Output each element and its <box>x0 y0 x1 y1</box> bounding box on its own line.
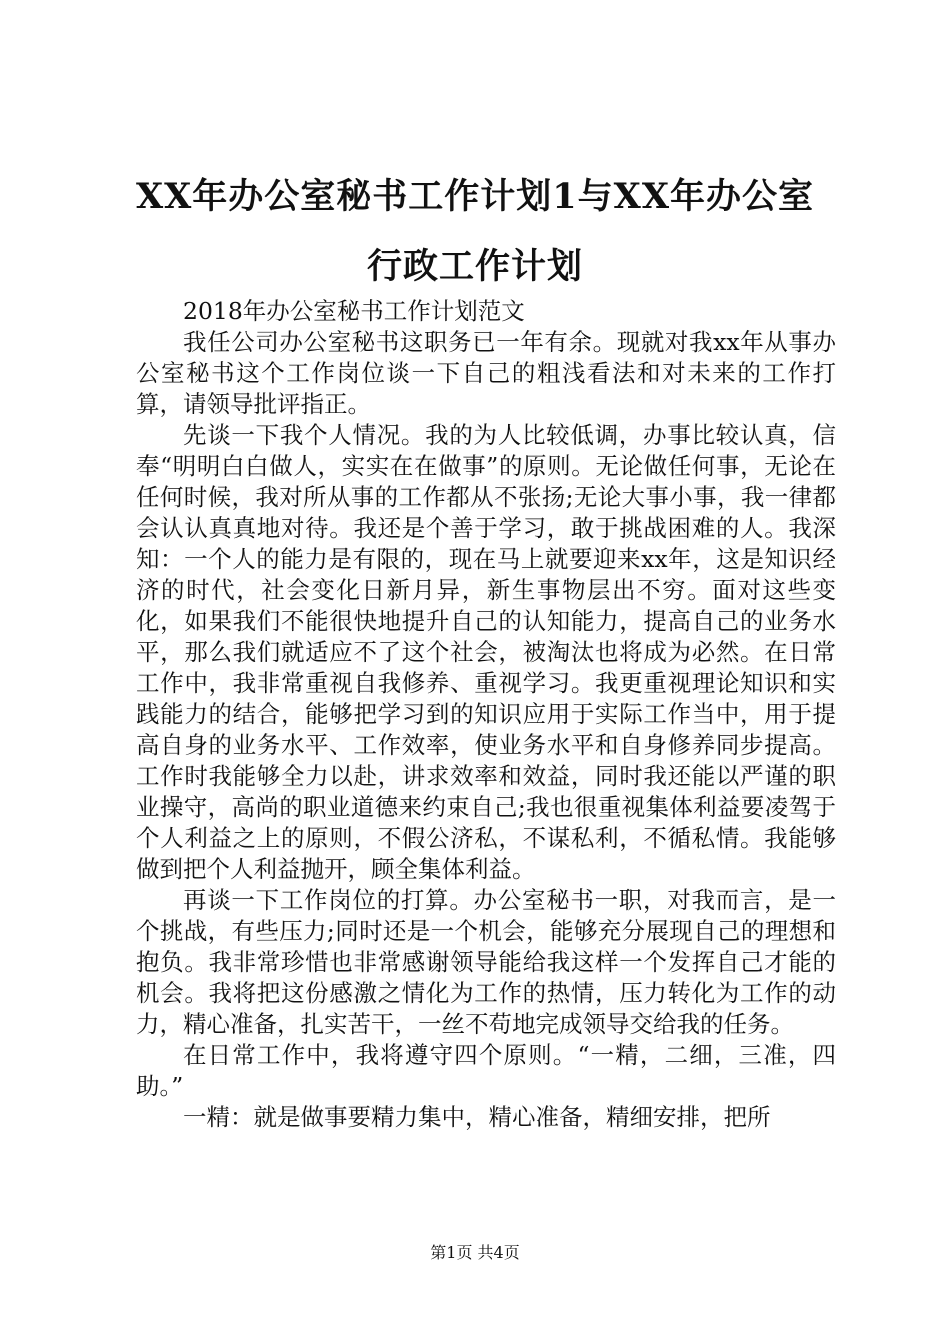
document-body <box>136 296 836 1133</box>
paragraph: 一精：就是做事要精力集中，精心准备，精细安排，把所 <box>183 1103 771 1131</box>
page-footer: 第1页 共4页 <box>430 1243 520 1262</box>
paragraph-subtitle: 2018年办公室秘书工作计划范文 <box>183 297 525 325</box>
paragraph: 在日常工作中，我将遵守四个原则。“一精，二细，三准，四助。” <box>136 1041 836 1100</box>
paragraph: 先谈一下我个人情况。我的为人比较低调，办事比较认真，信奉“明明白白做人，实实在在做事”的原则。无论做任何事，无论在任何时候，我对所从事的工作都从不张扬;无论大事小事，我一律都会认认真真地对待。我还是个善于学习，敢于挑战困难的人。我深知：一个人的能力是有限的，现在马上就要迎来xx年，这是知识经济的时代，社会变化日新月异，新生事物层出不穷。面对这些变化，如果我们不能很快地提升自己的认知能力，提高自己的业务水平，那么我们就适应不了这个社会，被淘汰也将成为必然。在日常工作中，我非常重视自我修养、重视学习。我更重视理论知识和实践能力的结合，能够把学习到的知识应用于实际工作当中，用于提高自身的业务水平、工作效率，使业务水平和自身修养同步提高。工作时我能够全力以赴，讲求效率和效益，同时我还能以严谨的职业操守，高尚的职业道德来约束自己;我也很重视集体利益要凌驾于个人利益之上的原则，不假公济私，不谋私利，不循私情。我能够做到把个人利益抛开，顾全集体利益。 <box>136 421 836 883</box>
paragraph: 再谈一下工作岗位的打算。办公室秘书一职，对我而言，是一个挑战，有些压力;同时还是一个机会，能够充分展现自己的理想和抱负。我非常珍惜也非常感谢领导能给我这样一个发挥自己才能的机会。我将把这份感激之情化为工作的热情，压力转化为工作的动力，精心准备，扎实苦干，一丝不苟地完成领导交给我的任务。 <box>136 886 836 1038</box>
document-title: XX年办公室秘书工作计划1与XX年办公室行政工作计划 <box>136 176 814 287</box>
paragraph: 我任公司办公室秘书这职务已一年有余。现就对我xx年从事办公室秘书这个工作岗位谈一下自己的粗浅看法和对未来的工作打算，请领导批评指正。 <box>136 328 836 418</box>
